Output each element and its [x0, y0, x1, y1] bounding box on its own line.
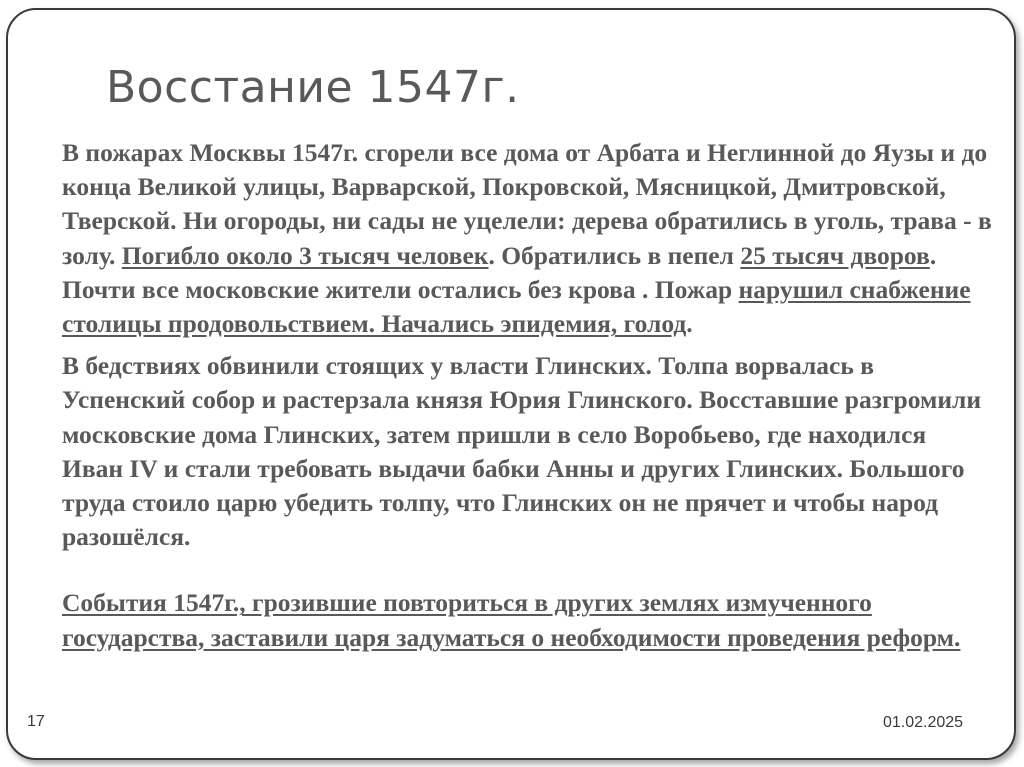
paragraph-fire-text-2: . Обратились в пепел [488, 240, 741, 270]
paragraph-fire [62, 136, 992, 341]
paragraph-uprising: В бедствиях обвинили стоящих у власти Глинских. Толпа ворвалась в Успенский собор и растерзала князя Юрия Глинского. Восставшие разгромили московские дома Глинских, затем пришли в село Воробьево, где находился Иван IV и стали требовать выдачи бабки Анны и других Глинских. Большого труда стоило царю убедить толпу, что Глинских он не прячет и чтобы народ разошёлся. [62, 351, 982, 552]
paragraph-fire-text-1: В пожарах Москвы 1547г. сгорели все дома от Арбата и Неглинной до Яузы и до конца Великой улицы, Варварской, Покровской, Мясницкой, Дмитровской, Тверской. Ни огороды, ни сады не уцелели: дерева обратились в уголь, трава - в золу. [62, 138, 992, 270]
slide-number: 17 [27, 713, 45, 730]
slide-title: Восстание 1547г. [106, 62, 520, 113]
underlined-households: 25 тысяч дворов [740, 240, 930, 270]
paragraph-fire-text-3: . Почти все московские жители остались без крова . Пожар [62, 240, 937, 304]
slide-date: 01.02.2025 [883, 714, 964, 731]
slide-frame [6, 8, 1016, 760]
paragraph-fire-text-4: . [686, 309, 693, 339]
underlined-consequences: нарушил снабжение столицы продовольствием. Начались эпидемия, голод [62, 274, 971, 339]
underlined-conclusion: События 1547г., грозившие повториться в других землях измученного государства, заставили царя задуматься о необходимости проведения реформ. [62, 588, 961, 652]
paragraph-conclusion [62, 586, 992, 654]
underlined-deaths: Погибло около 3 тысяч человек [121, 240, 489, 270]
slide-body [62, 136, 992, 655]
